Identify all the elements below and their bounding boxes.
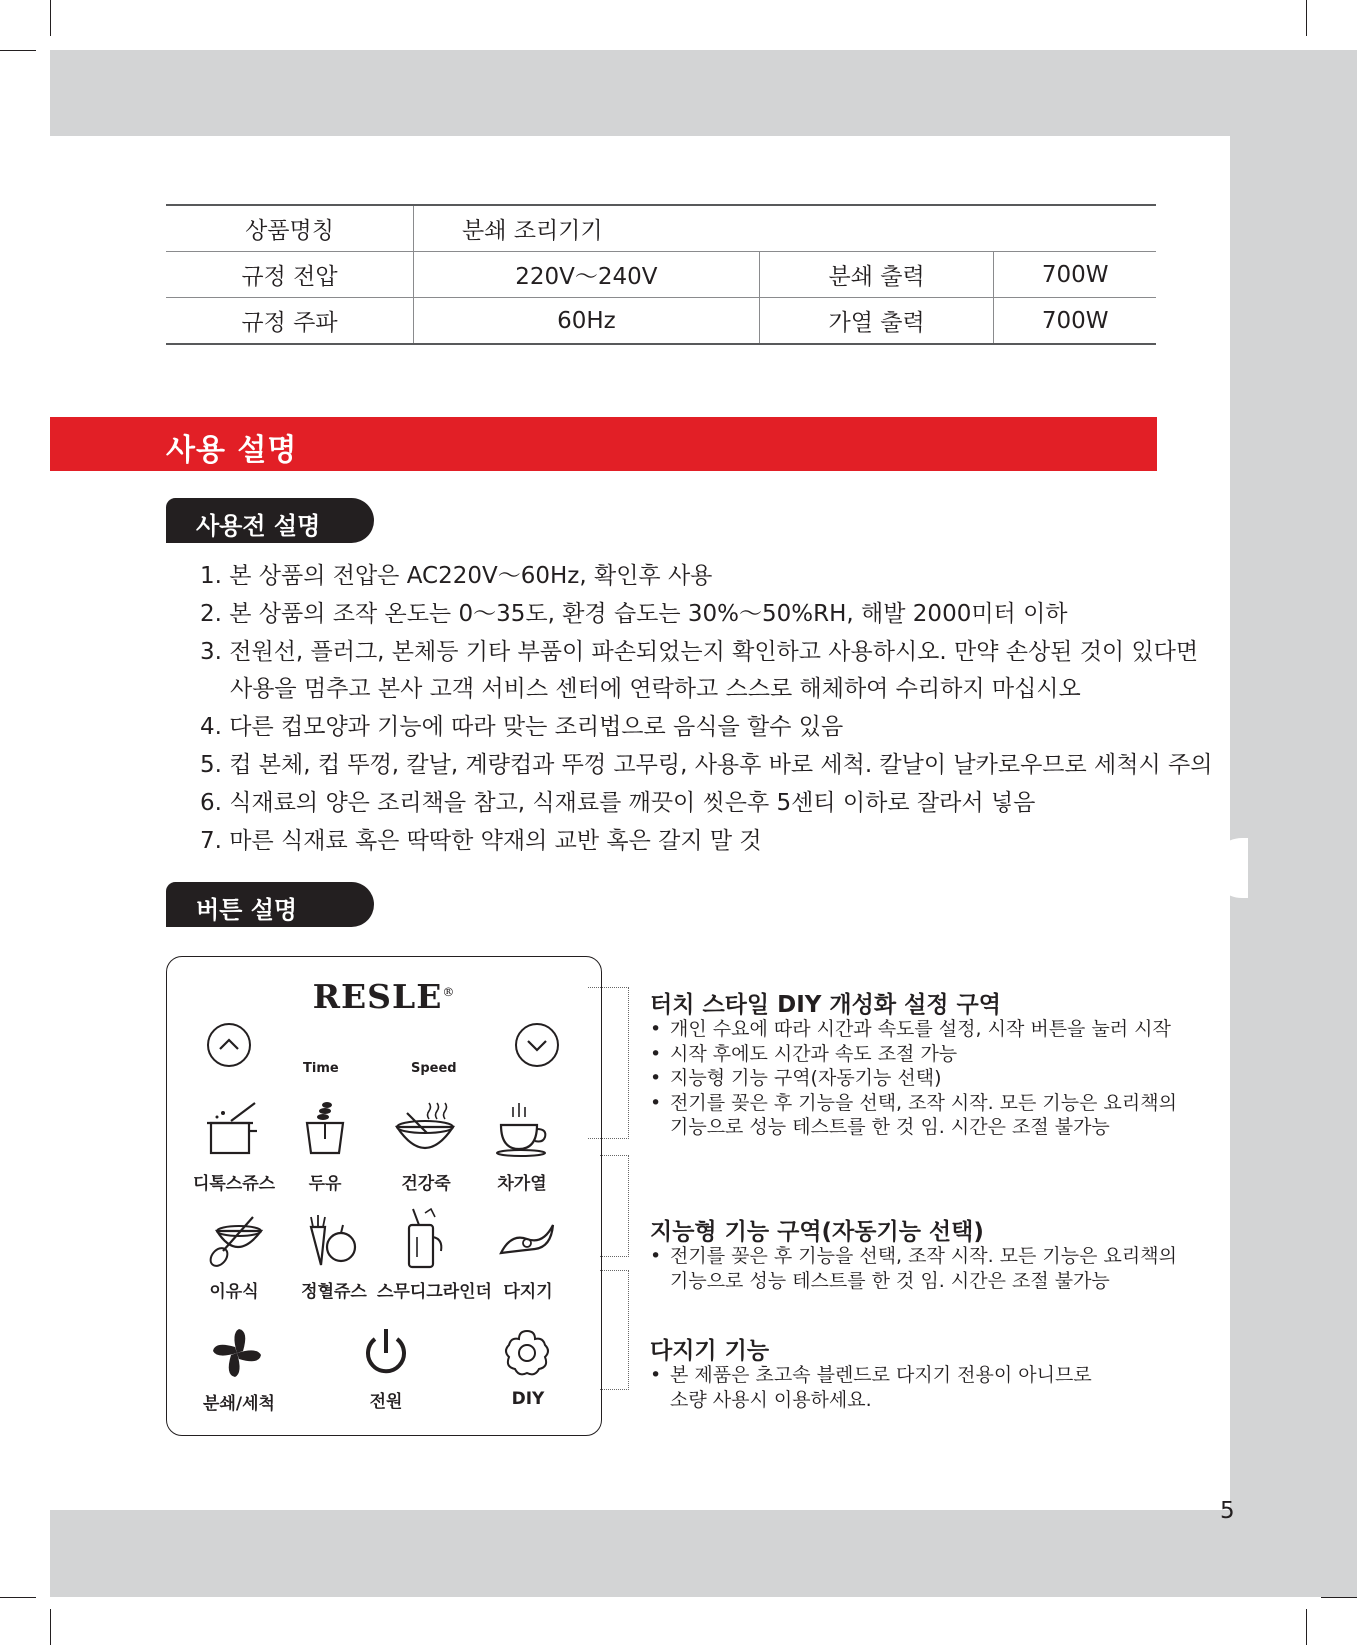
bullet-text: 시작 후에도 시간과 속도 조절 가능: [670, 1042, 958, 1065]
list-item: 6. 식재료의 양은 조리책을 참고, 식재료를 깨끗이 씻은후 5센티 이하로 잘라서 넣음: [200, 789, 1036, 816]
bullet-mark: •: [650, 1091, 662, 1114]
bullet-mark: •: [650, 1364, 662, 1386]
brand-logo: [167, 977, 601, 1016]
spec-value: 60Hz: [414, 298, 760, 345]
bullet-text: 본 제품은 초고속 블렌드로 다지기 전용이 아니므로: [670, 1364, 1092, 1386]
buttons-heading: [166, 882, 374, 927]
spec-value: 220V～240V: [414, 252, 760, 298]
list-item: 1. 본 상품의 전압은 AC220V～60Hz, 확인후 사용: [200, 563, 713, 589]
list-item: 5. 컵 본체, 컵 뚜껑, 칼날, 계량컵과 뚜껑 고무링, 사용후 바로 세척. 칼날이 날카로우므로 세척시 주의: [200, 751, 1213, 778]
bullet-text: 전기를 꽂은 후 기능을 선택, 조작 시작. 모든 기능은 요리책의: [670, 1091, 1177, 1114]
section-title: 사용 설명: [166, 433, 298, 468]
porridge-bowl-icon: [393, 1099, 457, 1159]
page-number: 5: [1220, 1498, 1235, 1524]
crop-mark: [1321, 1597, 1357, 1598]
bullet-text: 개인 수요에 따라 시간과 속도를 설정, 시작 버튼을 눌러 시작: [670, 1018, 1171, 1040]
carrot-apple-icon: [303, 1211, 363, 1271]
bullet-text: 전기를 꽂은 후 기능을 선택, 조작 시작. 모든 기능은 요리책의: [670, 1245, 1177, 1267]
list-item: 7. 마른 식재료 혹은 딱딱한 약재의 교반 혹은 갈지 말 것: [200, 827, 762, 854]
chevron-down-icon: [515, 1023, 559, 1067]
list-item: [650, 1363, 1092, 1388]
list-item: [650, 1244, 1177, 1269]
pre-use-list: [200, 558, 1213, 860]
pinwheel-icon: [209, 1325, 265, 1381]
control-panel: [166, 956, 602, 1436]
spec-label: 규정 주파: [241, 310, 338, 336]
list-item-continuation: 기능으로 성능 테스트를 한 것 임. 시간은 조절 불가능: [670, 1269, 1110, 1292]
time-label: Time: [303, 1061, 339, 1076]
bullet-mark: •: [650, 1067, 662, 1089]
table-row: [166, 298, 1156, 345]
chevron-up-icon: [207, 1023, 251, 1067]
spec-value: 분쇄 조리기기: [414, 205, 1157, 252]
list-item: [650, 1042, 1177, 1067]
spec-label: 규정 전압: [166, 252, 414, 298]
pot-icon: [201, 1099, 265, 1159]
list-item-continuation: 소량 사용시 이용하세요.: [670, 1388, 872, 1411]
table-row: [166, 205, 1156, 252]
crop-mark: [1306, 1609, 1307, 1645]
spec-label: 가열 출력: [759, 298, 994, 345]
brand-name: RESLE: [312, 977, 443, 1016]
callout-bracket: [600, 1270, 629, 1390]
pre-use-heading: [166, 498, 374, 543]
button-label-tea: 차가열: [497, 1174, 547, 1194]
callout-bracket: [588, 987, 629, 1139]
soymilk-cup-icon: [299, 1099, 351, 1159]
description-bullets: [650, 1363, 1092, 1412]
pre-use-title: 사용전 설명: [196, 512, 321, 540]
button-label-diy: DIY: [511, 1389, 545, 1409]
spec-table: [166, 204, 1156, 345]
description-title: 지능형 기능 구역(자동기능 선택): [650, 1219, 984, 1245]
list-item: 2. 본 상품의 조작 온도는 0～35도, 환경 습도는 30%～50%RH, 해발 2000미터 이하: [200, 600, 1068, 627]
spec-label: 상품명칭: [166, 205, 414, 252]
speed-label: Speed: [411, 1061, 457, 1076]
list-item: 4. 다른 컵모양과 기능에 따라 맞는 조리법으로 음식을 할수 있음: [200, 714, 844, 741]
spec-value: 700W: [994, 298, 1156, 345]
button-label-power: 전원: [369, 1392, 403, 1412]
page-frame-top: [50, 50, 1357, 136]
registered-mark: ®: [442, 985, 456, 999]
crop-mark: [50, 0, 51, 36]
callout-bracket: [600, 1155, 629, 1257]
table-row: [166, 252, 1156, 298]
button-label-cleanse: 정혈쥬스: [301, 1282, 367, 1302]
list-item: [650, 1017, 1177, 1042]
list-item-continuation: 기능으로 성능 테스트를 한 것 임. 시간은 조절 불가능: [670, 1116, 1110, 1138]
button-label-babyfood: 이유식: [209, 1282, 259, 1302]
bullet-text: 지능형 기능 구역(자동기능 선택): [670, 1067, 942, 1089]
list-item: 3. 전원선, 플러그, 본체등 기타 부품이 파손되었는지 확인하고 사용하시오. 만약 손상된 것이 있다면: [200, 638, 1199, 665]
button-label-detox: 디톡스쥬스: [192, 1174, 276, 1194]
flower-gear-icon: [501, 1327, 553, 1379]
button-label-grind-clean: 분쇄/세척: [203, 1394, 275, 1414]
mixing-bowl-icon: [203, 1211, 267, 1271]
spec-label: 분쇄 출력: [759, 252, 994, 298]
page-frame-right: [1230, 136, 1357, 1510]
page-frame-bottom: [50, 1510, 1357, 1597]
description-title: 다지기 기능: [650, 1338, 770, 1364]
list-item: 사용을 멈추고 본사 고객 서비스 센터에 연락하고 스스로 해체하여 수리하지 마십시오: [230, 676, 1081, 703]
description-title: 터치 스타일 DIY 개성화 설정 구역: [650, 992, 1001, 1018]
crop-mark: [0, 1597, 36, 1598]
crop-mark: [0, 50, 36, 51]
buttons-title: 버튼 설명: [196, 896, 298, 924]
section-header: [50, 417, 1157, 471]
button-label-soymilk: 두유: [308, 1174, 342, 1194]
bullet-mark: •: [650, 1042, 662, 1065]
button-label-smoothie: 스무디그라인더: [377, 1282, 492, 1302]
description-bullets: [650, 1017, 1177, 1140]
spec-value: 700W: [994, 252, 1156, 298]
bullet-mark: •: [650, 1018, 662, 1040]
crop-mark: [1306, 0, 1307, 36]
crop-mark: [50, 1609, 51, 1645]
tea-cup-icon: [493, 1099, 553, 1159]
blade-icon: [497, 1217, 557, 1265]
smoothie-glass-icon: [397, 1207, 453, 1271]
description-bullets: [650, 1244, 1177, 1293]
list-item: [650, 1066, 1177, 1091]
power-icon: [361, 1325, 411, 1381]
bullet-mark: •: [650, 1245, 662, 1267]
button-label-porridge: 건강죽: [401, 1174, 451, 1194]
list-item: [650, 1091, 1177, 1116]
button-label-mince: 다지기: [503, 1282, 553, 1302]
